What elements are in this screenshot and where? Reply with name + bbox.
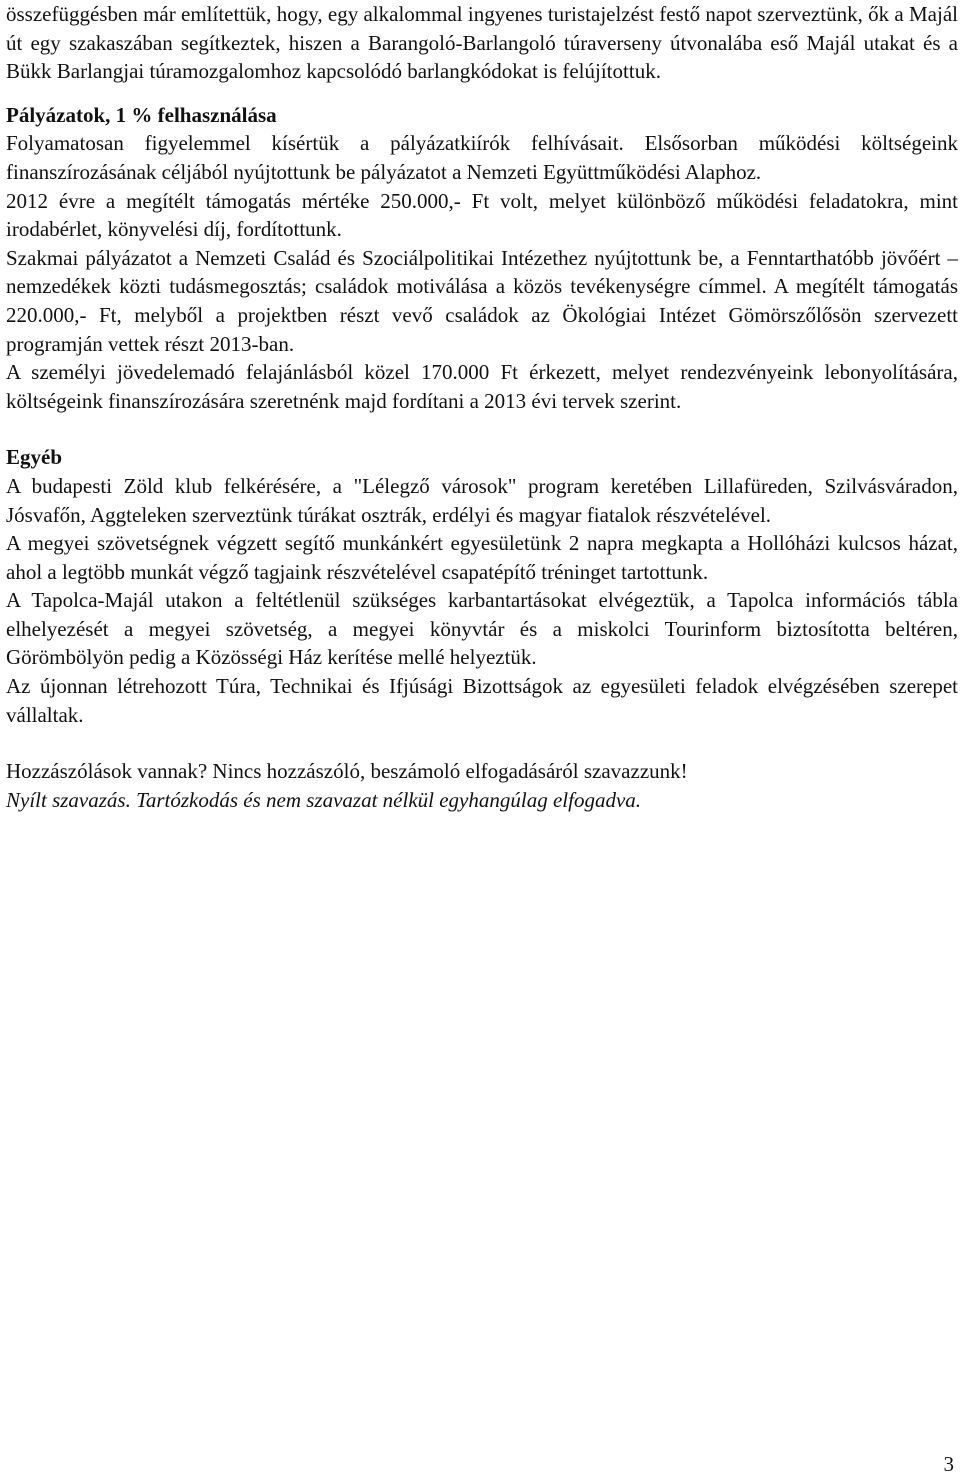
vote-result: Nyílt szavazás. Tartózkodás és nem szavazat nélkül egyhangúlag elfogadva. [6, 787, 642, 812]
page-number: 3 [943, 1452, 954, 1476]
spacer [6, 86, 958, 101]
section-heading-palyazatok: Pályázatok, 1 % felhasználása [6, 102, 277, 127]
closing-question: Hozzászólások vannak? Nincs hozzászóló, beszámoló elfogadásáról szavazzunk! [6, 759, 688, 784]
spacer [6, 415, 958, 443]
intro-paragraph: összefüggésben már említettük, hogy, egy alkalommal ingyenes turistajelzést festő napot szerveztünk, ők a Majál út egy szakaszában segítkeztek, hiszen a Barangoló-Barlangoló túraverseny útvonalába eső Majál utakat és a Bükk Barlangjai túramozgalomhoz kapcsolódó barlangkódokat is felújítottuk. [6, 2, 958, 84]
paragraph: Folyamatosan figyelemmel kísértük a pályázatkiírók felhívásait. Elsősorban működési költségeink finanszírozásának céljából nyújtottunk be pályázatot a Nemzeti Együttműködési Alaphoz. [6, 131, 958, 184]
paragraph: A megyei szövetségnek végzett segítő munkánkért egyesületünk 2 napra megkapta a Hollóházi kulcsos házat, ahol a legtöbb munkát végző tagjaink részvételével csapatépítő tréninget tartottunk. [6, 531, 958, 584]
paragraph: Az újonnan létrehozott Túra, Technikai és Ifjúsági Bizottságok az egyesületi feladok elvégzésében szerepet vállaltak. [6, 674, 958, 727]
spacer [6, 729, 958, 757]
paragraph: A személyi jövedelemadó felajánlásból közel 170.000 Ft érkezett, melyet rendezvényeink lebonyolítására, költségeink finanszírozására szeretnénk majd fordítani a 2013 évi tervek szerint. [6, 360, 958, 413]
document-page [6, 0, 958, 814]
paragraph: A budapesti Zöld klub felkérésére, a "Lélegző városok" program keretében Lillafüreden, Szilvásváradon, Jósvafőn, Aggteleken szerveztünk túrákat osztrák, erdélyi és magyar fiatalok részvételével. [6, 473, 958, 527]
section-heading-egyeb: Egyéb [6, 445, 63, 470]
paragraph: A Tapolca-Majál utakon a feltétlenül szükséges karbantartásokat elvégeztük, a Tapolca információs tábla elhelyezését a megyei szövetség, a megyei könyvtár és a miskolci Tourinform biztosította beltéren, Görömbölyön pedig a Közösségi Ház kerítése mellé helyeztük. [6, 588, 958, 670]
paragraph: Szakmai pályázatot a Nemzeti Család és Szociálpolitikai Intézethez nyújtottunk be, a Fenntarthatóbb jövőért – nemzedékek közti tudásmegosztás; családok motiválása a közös tevékenységre címmel. A megítélt támogatás 220.000,- Ft, melyből a projektben részt vevő családok az Ökológiai Intézet Gömörszőlősön szervezett programján vettek részt 2013-ban. [6, 245, 958, 356]
paragraph: 2012 évre a megítélt támogatás mértéke 250.000,- Ft volt, melyet különböző működési feladatokra, mint irodabérlet, könyvelési díj, fordítottunk. [6, 188, 958, 242]
